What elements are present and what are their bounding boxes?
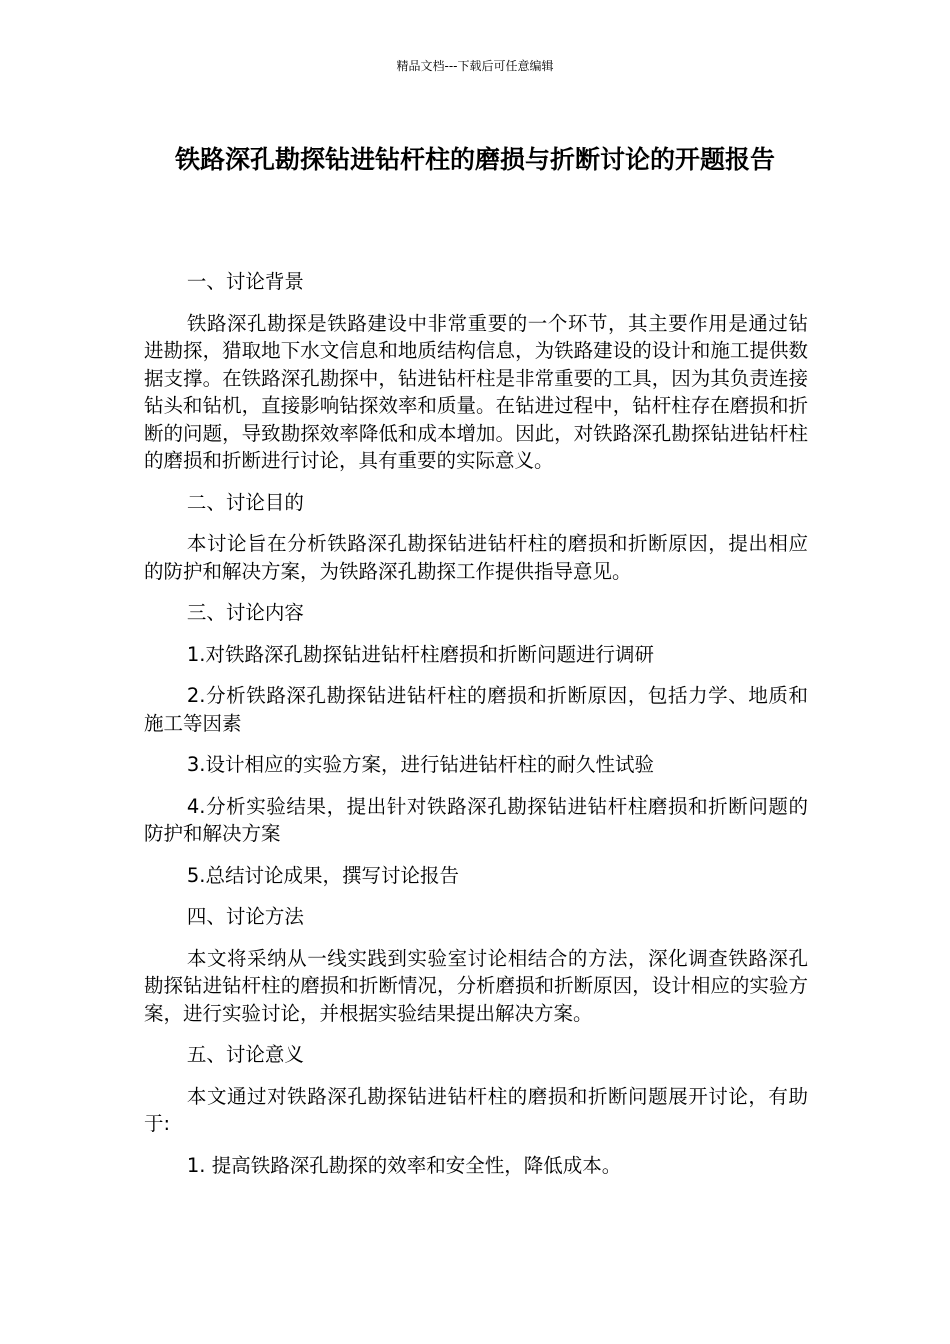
section-heading-purpose: 二、讨论目的 (186, 490, 304, 514)
section-heading-content: 三、讨论内容 (186, 601, 304, 624)
page-header-note: 精品文档---下载后可任意编辑 (396, 59, 554, 73)
document-body (144, 268, 808, 1193)
section-heading-significance: 五、讨论意义 (186, 1043, 304, 1066)
background-paragraph: 铁路深孔勘探是铁路建设中非常重要的一个环节，其主要作用是通过钻进勘探，猎取地下水文信息和地质结构信息，为铁路建设的设计和施工提供数据支撑。在铁路深孔勘探中，钻进钻杆柱是非常重要的工具，因为其负责连接钻头和钻机，直接影响钻探效率和质量。在钻进过程中，钻杆柱存在磨损和折断的问题，导致勘探效率降低和成本增加。因此，对铁路深孔勘探钻进钻杆柱的磨损和折断进行讨论，具有重要的实际意义。 (144, 311, 808, 472)
content-item-3: 3.设计相应的实验方案，进行钻进钻杆柱的耐久性试验 (186, 753, 654, 776)
content-item-2: 2.分析铁路深孔勘探钻进钻杆柱的磨损和折断原因，包括力学、地质和施工等因素 (144, 684, 808, 735)
section-heading-method: 四、讨论方法 (186, 905, 304, 928)
content-item-1: 1.对铁路深孔勘探钻进钻杆柱磨损和折断问题进行调研 (186, 642, 654, 666)
method-paragraph: 本文将采纳从一线实践到实验室讨论相结合的方法，深化调查铁路深孔勘探钻进钻杆柱的磨损和折断情况，分析磨损和折断原因，设计相应的实验方案，进行实验讨论，并根据实验结果提出解决方案。 (144, 946, 808, 1025)
significance-item-1: 1. 提高铁路深孔勘探的效率和安全性，降低成本。 (186, 1153, 622, 1177)
section-heading-background: 一、讨论背景 (186, 270, 304, 293)
content-item-5: 5.总结讨论成果，撰写讨论报告 (186, 863, 459, 887)
purpose-paragraph: 本讨论旨在分析铁路深孔勘探钻进钻杆柱的磨损和折断原因，提出相应的防护和解决方案，为铁路深孔勘探工作提供指导意见。 (144, 532, 808, 583)
content-item-4: 4.分析实验结果，提出针对铁路深孔勘探钻进钻杆柱磨损和折断问题的防护和解决方案 (144, 794, 808, 845)
document-title: 铁路深孔勘探钻进钻杆柱的磨损与折断讨论的开题报告 (174, 145, 775, 174)
significance-paragraph: 本文通过对铁路深孔勘探钻进钻杆柱的磨损和折断问题展开讨论，有助于: (144, 1084, 808, 1135)
